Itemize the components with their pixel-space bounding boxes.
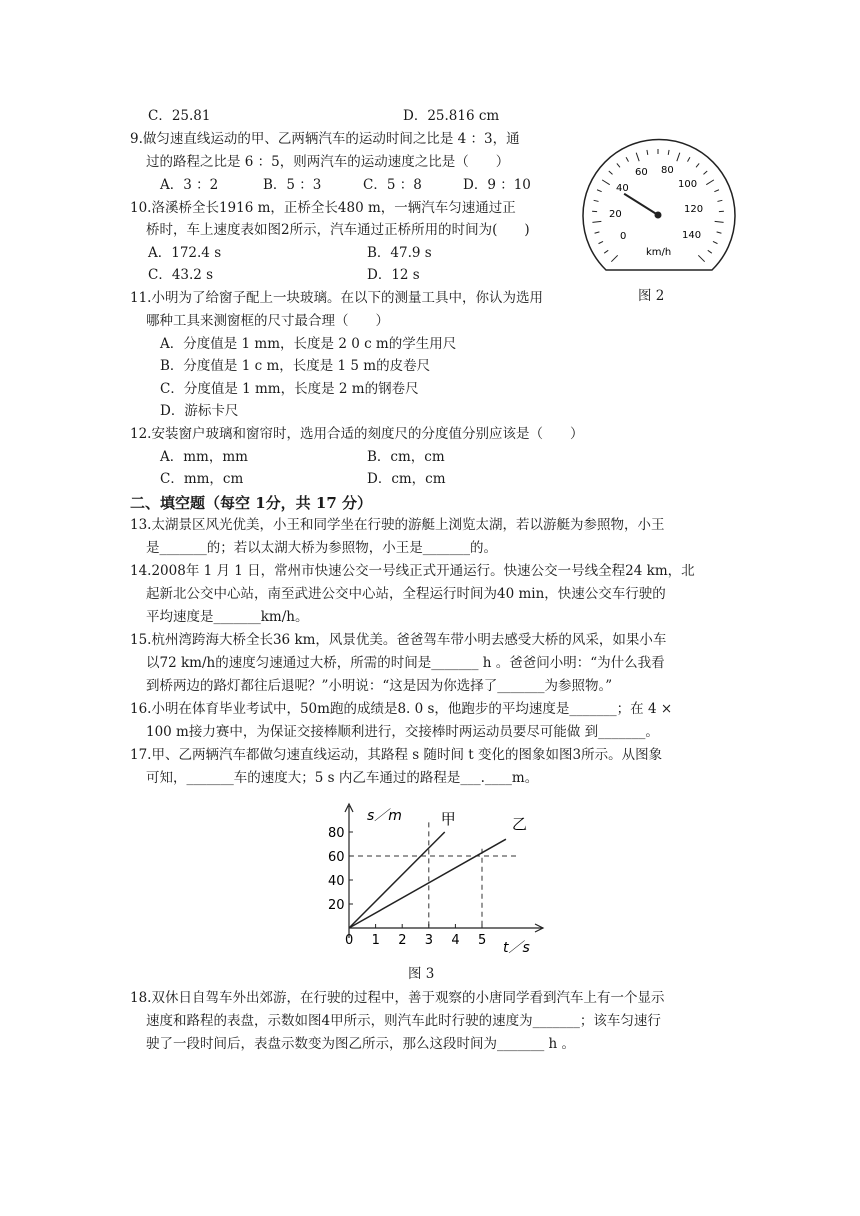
q9-option-a: A．3 ：2 (160, 177, 219, 193)
q15-line3: 到桥两边的路灯都往后退呢？”小明说：“这是因为你选择了_______为参照物。” (146, 678, 613, 694)
speedometer-tick (604, 250, 608, 253)
speedometer-tick (713, 241, 718, 243)
q9-line1: 9.做匀速直线运动的甲、乙两辆汽车的运动时间之比是 4 ：3，通 (130, 131, 520, 147)
figure2-caption: 图 2 (638, 288, 665, 304)
q10-line2: 桥时，车上速度表如图2所示，汽车通过正桥所用的时间为( ) (146, 222, 530, 238)
series-line-jia (349, 832, 445, 928)
q9-option-d: D．9 ：10 (463, 177, 531, 193)
q14-line1: 14.2008年 1 月 1 日，常州市快速公交一号线正式开通运行。快速公交一号线全程24 km，北 (130, 563, 695, 579)
x-tick-label: 1 (371, 933, 380, 948)
x-axis-label: t／s (503, 940, 530, 956)
q9-option-b: B．5 ：3 (263, 177, 322, 193)
speedometer-tick (715, 221, 724, 222)
distance-time-chart (325, 800, 550, 960)
q15-line1: 15.杭州湾跨海大桥全长36 km，风景优美。爸爸驾车带小明去感受大桥的风采，如果小车 (130, 632, 667, 648)
q10-option-c: C．43.2 s (148, 267, 214, 283)
speedometer-tick (602, 180, 610, 185)
y-tick-label: 80 (328, 826, 345, 841)
q12-option-a: A．mm，mm (160, 449, 248, 465)
speedometer-tick (592, 221, 601, 222)
q10-option-a: A．172.4 s (148, 245, 222, 261)
speedometer-tick (688, 157, 690, 161)
q9-line2: 过的路程之比是 6 ：5，则两汽车的运动速度之比是（ ） (146, 154, 510, 170)
speedometer-tick (599, 241, 604, 243)
speedometer-figure (578, 125, 738, 275)
speedometer-tick (703, 171, 707, 174)
q14-line3: 平均速度是_______km/h。 (146, 609, 309, 625)
speedometer-label-0: 0 (620, 231, 627, 242)
speedometer-tick (708, 250, 712, 253)
speedometer-tick (594, 200, 599, 201)
speedometer-tick (647, 150, 648, 155)
q17-line1: 17.甲、乙两辆汽车都做匀速直线运动，其路程 s 随时间 t 变化的图象如图3所示。从图象 (130, 747, 663, 763)
speedometer-tick (706, 180, 714, 185)
y-tick-label: 40 (328, 874, 345, 889)
q13-line2: 是_______的；若以太湖大桥为参照物，小王是_______的。 (146, 540, 497, 556)
x-tick-label: 2 (398, 933, 407, 948)
speedometer-tick (698, 255, 704, 261)
q10-option-b: B．47.9 s (367, 245, 432, 261)
x-tick-label: 0 (345, 933, 354, 948)
speedometer-label-140: 140 (682, 230, 702, 241)
y-axis-label: s／m (367, 808, 402, 824)
q18-line1: 18.双休日自驾车外出郊游，在行驶的过程中，善于观察的小唐同学看到汽车上有一个显示 (130, 990, 665, 1006)
q18-line2: 速度和路程的表盘，示数如图4甲所示，则汽车此时行驶的速度为_______；该车匀速行 (146, 1013, 661, 1029)
speedometer-label-60: 60 (635, 167, 648, 178)
x-tick-label: 3 (424, 933, 434, 948)
y-tick-label: 60 (328, 850, 345, 865)
speedometer-tick (636, 153, 639, 161)
speedometer-label-40: 40 (616, 183, 629, 194)
q11-option-d: D．游标卡尺 (160, 403, 239, 419)
series-label-yi: 乙 (511, 815, 527, 834)
speedometer-tick (611, 255, 617, 261)
q12-option-d: D．cm，cm (367, 471, 446, 487)
q11-option-a: A．分度值是 1 mm，长度是 2 0 c m的学生用尺 (160, 336, 457, 352)
q16-line2: 100 m接力赛中，为保证交接棒顺利进行，交接棒时两运动员要尽可能做 到_______。 (146, 724, 659, 740)
q11-option-b: B．分度值是 1 c m，长度是 1 5 m的皮卷尺 (160, 358, 431, 374)
q11-line1: 11.小明为了给窗子配上一块玻璃。在以下的测量工具中，你认为选用 (130, 290, 543, 306)
speedometer-label-80: 80 (661, 165, 674, 176)
speedometer-tick (696, 163, 699, 167)
speedometer-tick (717, 232, 722, 233)
speedometer-tick (597, 190, 602, 192)
speedometer-tick (677, 153, 680, 161)
speedometer-tick (668, 150, 669, 155)
y-tick-label: 20 (328, 898, 345, 913)
speedometer-label-100: 100 (678, 179, 698, 190)
speedometer-pivot (655, 212, 662, 219)
q14-line2: 起新北公交中心站，南至武进公交中心站，全程运行时间为40 min，快速公交车行驶的 (146, 586, 666, 602)
speedometer-tick (595, 232, 600, 233)
q13-line1: 13.太湖景区风光优美，小王和同学坐在行驶的游艇上浏览太湖，若以游艇为参照物，小王 (130, 517, 665, 533)
speedometer-label-120: 120 (684, 204, 704, 215)
speedometer-tick (626, 157, 628, 161)
q12-line1: 12.安装窗户玻璃和窗帘时，选用合适的刻度尺的分度值分别应该是（ ） (130, 426, 584, 442)
q16-line1: 16.小明在体育毕业考试中，50m跑的成绩是8. 0 s，他跑步的平均速度是_______；在 4 × (130, 701, 673, 717)
x-tick-label: 4 (451, 933, 460, 948)
speedometer-label-20: 20 (609, 209, 622, 220)
q10-line1: 10.洛溪桥全长1916 m，正桥全长480 m，一辆汽车匀速通过正 (130, 200, 516, 216)
q11-line2: 哪种工具来测窗框的尺寸最合理（ ） (146, 313, 389, 329)
speedometer-tick (617, 163, 620, 167)
figure3-caption: 图 3 (408, 966, 435, 982)
q11-option-c: C．分度值是 1 mm，长度是 2 m的钢卷尺 (160, 381, 419, 397)
q12-option-b: B．cm，cm (367, 449, 445, 465)
q8-option-c: C．25.81 (148, 108, 211, 124)
q10-option-d: D．12 s (367, 267, 420, 283)
q9-option-c: C．5 ：8 (363, 177, 422, 193)
series-label-jia: 甲 (440, 810, 456, 828)
speedometer-tick (609, 171, 613, 174)
x-tick-label: 5 (478, 933, 487, 948)
section2-title: 二、填空题（每空 1分，共 17 分） (130, 494, 372, 512)
speedometer-tick (717, 200, 722, 201)
speedometer-needle (624, 194, 658, 215)
speedometer-unit: km/h (646, 247, 672, 258)
speedometer-tick (714, 190, 719, 192)
q12-option-c: C．mm，cm (160, 471, 244, 487)
q18-line3: 驶了一段时间后，表盘示数变为图乙所示，那么这段时间为_______ h 。 (146, 1036, 576, 1052)
q8-option-d: D．25.816 cm (403, 108, 500, 124)
q15-line2: 以72 km/h的速度匀速通过大桥，所需的时间是_______ h 。爸爸问小明：“为什么我看 (146, 655, 665, 671)
q17-line2: 可知，_______车的速度大；5 s 内乙车通过的路程是___.____m。 (146, 770, 539, 786)
